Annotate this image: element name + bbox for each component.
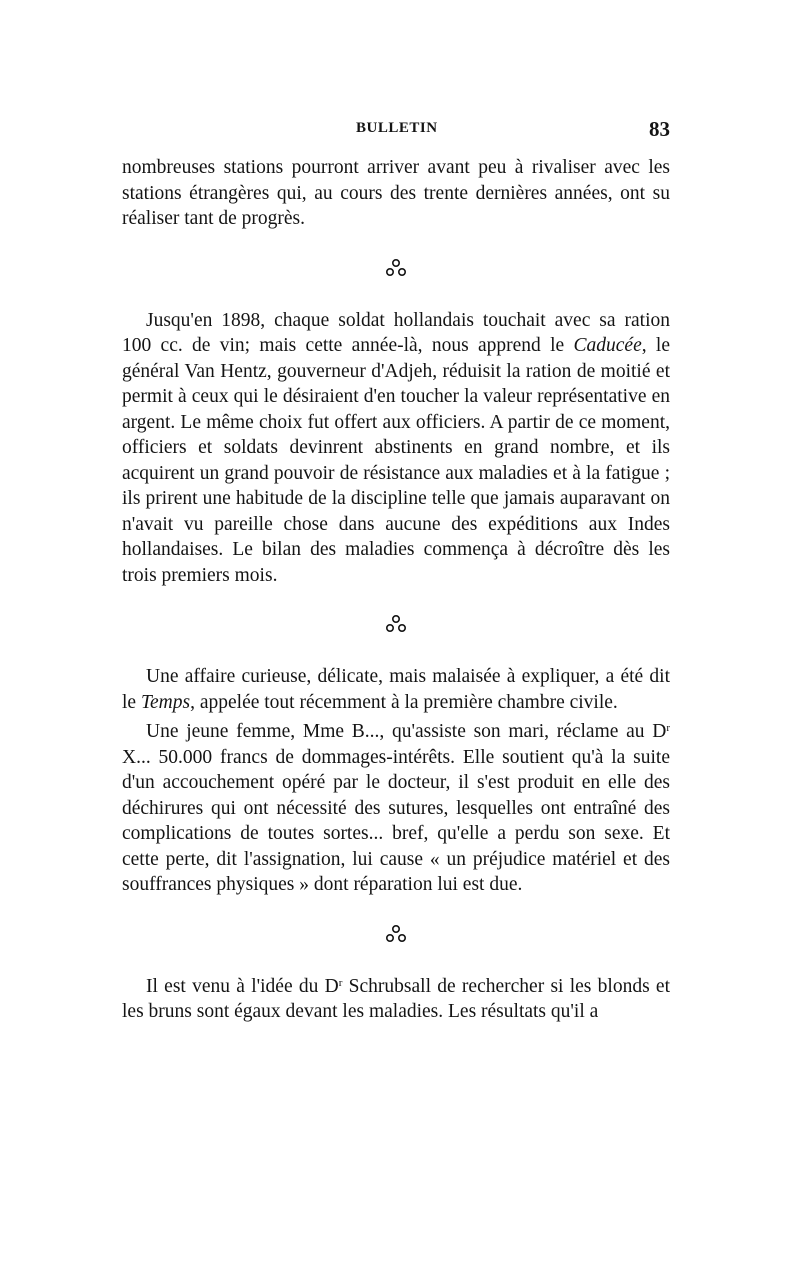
text-segment: Jusqu'en 1898, chaque soldat hollandais touchait avec sa ration 100 cc. de vin; mais cette année-là, nous apprend le <box>122 309 670 356</box>
paragraph-young-woman <box>122 719 670 898</box>
superscript: r <box>338 976 343 989</box>
asterism-icon <box>385 258 407 280</box>
journal-title-caducee: Caducée <box>573 335 642 356</box>
text-segment: Une affaire curieuse, délicate, mais malaisée à expliquer, a été dit le <box>122 666 670 713</box>
section-separator <box>122 898 670 974</box>
text-segment: Schrubsall de rechercher si les blonds et les bruns sont égaux devant les maladies. Les résultats qu'il a <box>122 975 671 1022</box>
paragraph-continuation: nombreuses stations pourront arriver avant peu à rivaliser avec les stations étrangères qui, au cours des trente dernières années, ont su réaliser tant de progrès. <box>122 157 670 229</box>
body-text <box>122 155 670 1025</box>
running-title: BULLETIN <box>356 120 438 136</box>
paragraph-blonds-bruns <box>122 974 670 1025</box>
text-segment: Il est venu à l'idée du D <box>146 975 339 997</box>
paragraph-dutch-soldiers <box>122 308 670 589</box>
asterism-icon <box>385 924 407 946</box>
text-segment: X... 50.000 francs de dommages-intérêts. Elle soutient qu'à la suite d'un accouchement opéré par le docteur, il s'est produit en elle des déchirures qui ont nécessité des sutures, lesquelles ont entraîné des complications de toutes sortes... bref, qu'elle a perdu son sexe. Et cette perte, dit l'assignation, lui cause « un préjudice matériel et des souffrances physiques » dont réparation lui est due. <box>122 746 670 895</box>
superscript: r <box>666 722 670 734</box>
page-number: 83 <box>649 117 670 141</box>
text-segment: , appelée tout récemment à la première chambre civile. <box>190 691 618 713</box>
section-separator <box>122 232 670 308</box>
section-separator <box>122 588 670 664</box>
text-segment: Une jeune femme, Mme B..., qu'assiste son mari, réclame au D <box>146 721 667 742</box>
paragraph-curious-affair <box>122 664 670 715</box>
page-header <box>122 117 670 145</box>
journal-title-temps: Temps <box>140 691 191 713</box>
text-segment: , le général Van Hentz, gouverneur d'Adjeh, réduisit la ration de moitié et permit à ceux qui le désiraient d'en toucher la valeur représentative en argent. Le même choix fut offert aux officiers. A partir de ce moment, officiers et soldats devinrent abstinents en grand nombre, et ils acquirent un grand pouvoir de résistance aux maladies et à la fatigue ; ils prirent une habitude de la discipline telle que jamais auparavant on n'avait vu pareille chose dans aucune des expéditions aux Indes hollandaises. Le bilan des maladies commença à décroître dès les trois premiers mois. <box>122 335 670 586</box>
asterism-icon <box>385 614 407 636</box>
